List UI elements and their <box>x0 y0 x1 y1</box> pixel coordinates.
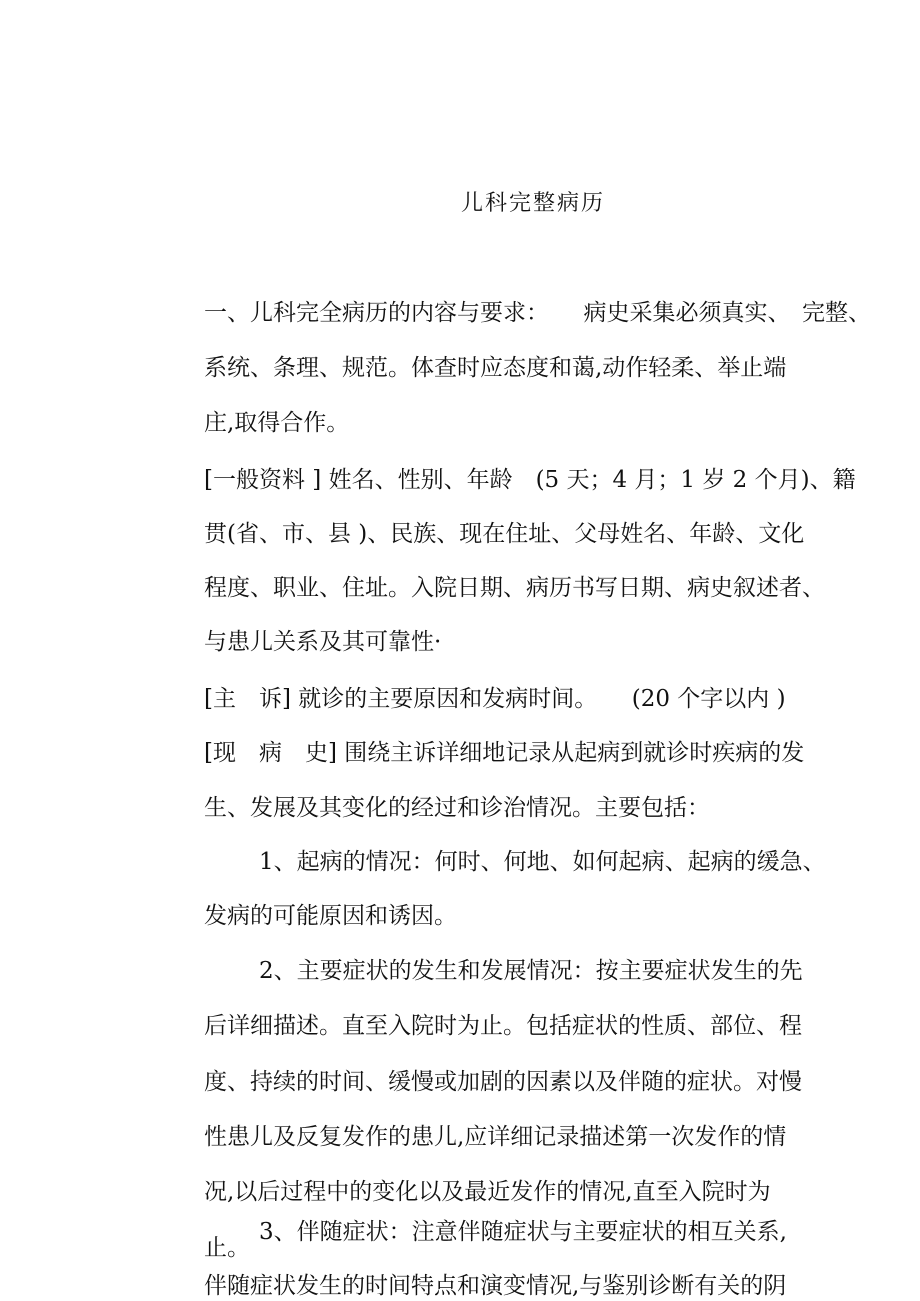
paragraph-line: 庄,取得合作。 <box>204 410 350 436</box>
paragraph-line: 贯(省、市、县 )、民族、现在住址、父母姓名、年龄、文化 <box>204 521 805 547</box>
paragraph-line: 系统、条理、规范。体查时应态度和蔼,动作轻柔、举止端 <box>204 355 787 381</box>
paragraph-line: 3、伴随症状：注意伴随症状与主要症状的相互关系, <box>259 1219 787 1245</box>
paragraph-line: 1、起病的情况：何时、何地、如何起病、起病的缓急、 <box>259 849 826 875</box>
paragraph-line: 止。 <box>204 1235 250 1261</box>
paragraph-line: [一般资料 ] 姓名、性别、年龄 (5 天；4 月；1 岁 2 个月)、籍 <box>204 467 856 493</box>
paragraph-line: 性患儿及反复发作的患儿,应详细记录描述第一次发作的情 <box>204 1124 787 1150</box>
paragraph-line: 程度、职业、住址。入院日期、病历书写日期、病史叙述者、 <box>204 575 825 601</box>
paragraph-line: 况,以后过程中的变化以及最近发作的情况,直至入院时为 <box>204 1179 771 1205</box>
paragraph-line: 发病的可能原因和诱因。 <box>204 903 457 929</box>
paragraph-line: 伴随症状发生的时间特点和演变情况,与鉴别诊断有关的阴 <box>204 1273 787 1299</box>
paragraph-line: 度、持续的时间、缓慢或加剧的因素以及伴随的症状。对慢 <box>204 1069 802 1095</box>
paragraph-line: [现 病 史] 围绕主诉详细地记录从起病到就诊时疾病的发 <box>204 740 805 766</box>
paragraph-line: 生、发展及其变化的经过和诊治情况。主要包括： <box>204 795 710 821</box>
paragraph-line: 后详细描述。直至入院时为止。包括症状的性质、部位、程 <box>204 1013 802 1039</box>
document-title: 儿科完整病历 <box>460 191 605 216</box>
paragraph-line: 与患儿关系及其可靠性· <box>204 629 442 655</box>
paragraph-line: 2、主要症状的发生和发展情况：按主要症状发生的先 <box>259 958 803 984</box>
paragraph-line: 一、儿科完全病历的内容与要求： 病史采集必须真实、 完整、 <box>204 300 871 326</box>
paragraph-line: [主 诉] 就诊的主要原因和发病时间。 (20 个字以内 ) <box>204 686 786 712</box>
